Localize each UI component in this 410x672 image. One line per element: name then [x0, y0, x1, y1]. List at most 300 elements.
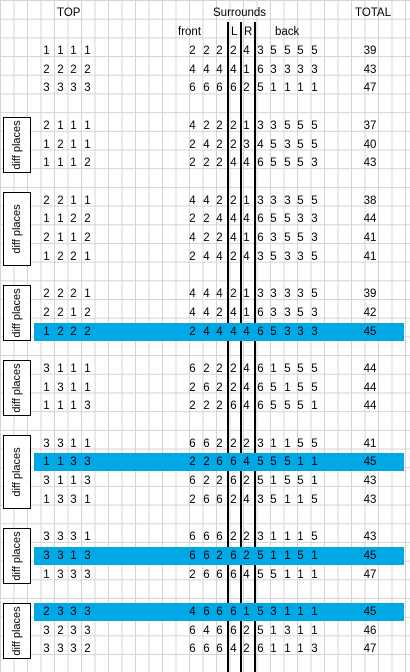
surround-cell[interactable]: 1 [270, 549, 277, 562]
surround-cell[interactable]: 2 [216, 157, 223, 170]
surround-cell[interactable]: 3 [270, 288, 277, 301]
surround-cell[interactable]: 1 [311, 456, 318, 469]
surround-cell[interactable]: 6 [189, 549, 196, 562]
surround-cell[interactable]: 3 [284, 250, 291, 263]
surround-cell[interactable]: 6 [257, 232, 264, 244]
surround-cell[interactable]: 5 [311, 250, 318, 263]
top-cell[interactable]: 3 [57, 606, 64, 618]
top-cell[interactable]: 3 [84, 82, 91, 95]
total-cell[interactable]: 43 [363, 63, 377, 76]
surround-cell[interactable]: 3 [297, 250, 304, 263]
top-cell[interactable]: 2 [84, 325, 91, 338]
surround-cell[interactable]: 5 [284, 362, 291, 375]
surround-cell[interactable]: 1 [270, 643, 277, 656]
surround-cell[interactable]: 6 [257, 325, 264, 338]
top-cell[interactable]: 1 [43, 45, 50, 57]
top-cell[interactable]: 2 [43, 232, 50, 244]
surround-cell[interactable]: 6 [189, 82, 196, 95]
surround-cell[interactable]: 5 [270, 493, 277, 506]
surround-cell[interactable]: 3 [270, 63, 277, 76]
surround-cell[interactable]: 1 [297, 82, 304, 95]
surround-cell[interactable]: 4 [243, 493, 250, 506]
surround-cell[interactable]: 5 [284, 213, 291, 226]
surround-cell[interactable]: 6 [216, 624, 223, 637]
top-cell[interactable]: 2 [70, 288, 77, 301]
surround-cell[interactable]: 5 [284, 232, 291, 244]
surround-cell[interactable]: 6 [257, 362, 264, 375]
top-cell[interactable]: 1 [84, 45, 91, 57]
top-cell[interactable]: 2 [57, 306, 64, 319]
surround-cell[interactable]: 2 [216, 232, 223, 244]
surround-cell[interactable]: 5 [297, 157, 304, 170]
top-cell[interactable]: 1 [43, 400, 50, 413]
surround-cell[interactable]: 6 [189, 643, 196, 656]
top-cell[interactable]: 2 [57, 194, 64, 207]
top-cell[interactable]: 3 [43, 475, 50, 488]
top-cell[interactable]: 3 [70, 82, 77, 95]
surround-cell[interactable]: 2 [189, 381, 196, 394]
surround-cell[interactable]: 4 [243, 250, 250, 263]
total-cell[interactable]: 46 [363, 624, 377, 637]
surround-cell[interactable]: 5 [284, 157, 291, 170]
top-cell[interactable]: 3 [43, 549, 50, 562]
surround-cell[interactable]: 2 [216, 549, 223, 562]
surround-cell[interactable]: 2 [243, 475, 250, 488]
surround-cell[interactable]: 1 [243, 232, 250, 244]
top-cell[interactable]: 3 [57, 568, 64, 581]
top-cell[interactable]: 1 [57, 157, 64, 170]
surround-cell[interactable]: 3 [257, 531, 264, 544]
top-cell[interactable]: 1 [84, 288, 91, 301]
surround-cell[interactable]: 2 [189, 213, 196, 226]
total-cell[interactable]: 47 [363, 643, 377, 656]
surround-cell[interactable]: 1 [284, 493, 291, 506]
surround-cell[interactable]: 3 [311, 232, 318, 244]
surround-cell[interactable]: 4 [203, 250, 210, 263]
total-cell[interactable]: 41 [363, 250, 377, 263]
total-cell[interactable]: 43 [363, 475, 377, 488]
surround-cell[interactable]: 1 [311, 82, 318, 95]
top-cell[interactable]: 2 [57, 138, 64, 151]
total-cell[interactable]: 43 [363, 531, 377, 544]
top-cell[interactable]: 3 [43, 362, 50, 375]
surround-cell[interactable]: 4 [243, 568, 250, 581]
surround-cell[interactable]: 5 [297, 400, 304, 413]
surround-cell[interactable]: 2 [216, 306, 223, 319]
surround-cell[interactable]: 4 [189, 119, 196, 132]
top-cell[interactable]: 3 [84, 549, 91, 562]
total-cell[interactable]: 45 [363, 549, 377, 562]
surround-cell[interactable]: 5 [297, 306, 304, 319]
surround-cell[interactable]: 5 [311, 194, 318, 207]
top-cell[interactable]: 2 [70, 325, 77, 338]
surround-cell[interactable]: 5 [297, 194, 304, 207]
surround-cell[interactable]: 4 [230, 63, 237, 76]
surround-cell[interactable]: 2 [203, 232, 210, 244]
surround-cell[interactable]: 3 [257, 437, 264, 450]
surround-cell[interactable]: 5 [311, 437, 318, 450]
top-cell[interactable]: 1 [70, 45, 77, 57]
surround-cell[interactable]: 5 [297, 232, 304, 244]
surround-cell[interactable]: 2 [203, 119, 210, 132]
surround-cell[interactable]: 3 [257, 250, 264, 263]
surround-cell[interactable]: 4 [189, 194, 196, 207]
surround-cell[interactable]: 4 [230, 157, 237, 170]
surround-cell[interactable]: 5 [270, 325, 277, 338]
surround-cell[interactable]: 2 [216, 475, 223, 488]
surround-cell[interactable]: 6 [203, 381, 210, 394]
top-cell[interactable]: 2 [43, 194, 50, 207]
surround-cell[interactable]: 4 [230, 325, 237, 338]
surround-cell[interactable]: 2 [230, 250, 237, 263]
surround-cell[interactable]: 5 [257, 606, 264, 618]
surround-cell[interactable]: 4 [203, 63, 210, 76]
surround-cell[interactable]: 4 [216, 63, 223, 76]
top-cell[interactable]: 1 [57, 456, 64, 469]
top-cell[interactable]: 3 [70, 456, 77, 469]
surround-cell[interactable]: 6 [203, 568, 210, 581]
surround-cell[interactable]: 1 [297, 624, 304, 637]
surround-cell[interactable]: 1 [284, 531, 291, 544]
surround-cell[interactable]: 5 [297, 437, 304, 450]
surround-cell[interactable]: 6 [257, 157, 264, 170]
top-cell[interactable]: 3 [70, 568, 77, 581]
surround-cell[interactable]: 5 [311, 119, 318, 132]
surround-cell[interactable]: 6 [257, 213, 264, 226]
surround-cell[interactable]: 1 [311, 568, 318, 581]
surround-cell[interactable]: 6 [189, 437, 196, 450]
total-cell[interactable]: 42 [363, 306, 377, 319]
surround-cell[interactable]: 1 [284, 643, 291, 656]
surround-cell[interactable]: 5 [297, 138, 304, 151]
surround-cell[interactable]: 1 [297, 643, 304, 656]
surround-cell[interactable]: 3 [257, 45, 264, 57]
surround-cell[interactable]: 1 [311, 606, 318, 618]
surround-cell[interactable]: 4 [230, 306, 237, 319]
top-cell[interactable]: 2 [43, 119, 50, 132]
top-cell[interactable]: 1 [43, 493, 50, 506]
top-cell[interactable]: 3 [70, 643, 77, 656]
top-cell[interactable]: 1 [70, 437, 77, 450]
top-cell[interactable]: 1 [70, 549, 77, 562]
surround-cell[interactable]: 2 [243, 624, 250, 637]
surround-cell[interactable]: 3 [311, 63, 318, 76]
top-cell[interactable]: 1 [57, 213, 64, 226]
surround-cell[interactable]: 6 [203, 531, 210, 544]
surround-cell[interactable]: 1 [270, 82, 277, 95]
surround-cell[interactable]: 5 [257, 456, 264, 469]
surround-cell[interactable]: 1 [243, 606, 250, 618]
surround-cell[interactable]: 6 [189, 531, 196, 544]
top-cell[interactable]: 3 [84, 624, 91, 637]
surround-cell[interactable]: 4 [189, 606, 196, 618]
top-cell[interactable]: 3 [57, 381, 64, 394]
surround-cell[interactable]: 2 [216, 362, 223, 375]
surround-cell[interactable]: 4 [189, 63, 196, 76]
surround-cell[interactable]: 6 [230, 456, 237, 469]
total-cell[interactable]: 43 [363, 157, 377, 170]
surround-cell[interactable]: 5 [311, 381, 318, 394]
surround-cell[interactable]: 2 [230, 288, 237, 301]
surround-cell[interactable]: 1 [270, 437, 277, 450]
surround-cell[interactable]: 4 [243, 213, 250, 226]
surround-cell[interactable]: 2 [230, 381, 237, 394]
surround-cell[interactable]: 1 [311, 549, 318, 562]
surround-cell[interactable]: 3 [297, 63, 304, 76]
surround-cell[interactable]: 1 [243, 194, 250, 207]
top-cell[interactable]: 2 [70, 63, 77, 76]
surround-cell[interactable]: 5 [297, 381, 304, 394]
top-cell[interactable]: 1 [84, 250, 91, 263]
surround-cell[interactable]: 4 [203, 306, 210, 319]
top-cell[interactable]: 2 [57, 63, 64, 76]
surround-cell[interactable]: 3 [311, 213, 318, 226]
surround-cell[interactable]: 6 [230, 568, 237, 581]
surround-cell[interactable]: 5 [311, 288, 318, 301]
surround-cell[interactable]: 4 [230, 643, 237, 656]
surround-cell[interactable]: 1 [284, 381, 291, 394]
surround-cell[interactable]: 1 [243, 63, 250, 76]
total-cell[interactable]: 44 [363, 362, 377, 375]
surround-cell[interactable]: 3 [270, 119, 277, 132]
surround-cell[interactable]: 5 [284, 119, 291, 132]
surround-cell[interactable]: 5 [297, 119, 304, 132]
surround-cell[interactable]: 4 [243, 381, 250, 394]
surround-cell[interactable]: 1 [284, 568, 291, 581]
top-cell[interactable]: 1 [70, 138, 77, 151]
top-cell[interactable]: 2 [84, 643, 91, 656]
surround-cell[interactable]: 3 [284, 63, 291, 76]
top-cell[interactable]: 3 [43, 82, 50, 95]
surround-cell[interactable]: 5 [270, 45, 277, 57]
surround-cell[interactable]: 2 [189, 568, 196, 581]
surround-cell[interactable]: 3 [284, 138, 291, 151]
top-cell[interactable]: 1 [70, 475, 77, 488]
surround-cell[interactable]: 2 [203, 213, 210, 226]
surround-cell[interactable]: 1 [297, 606, 304, 618]
surround-cell[interactable]: 6 [257, 400, 264, 413]
top-cell[interactable]: 1 [43, 213, 50, 226]
top-cell[interactable]: 2 [70, 250, 77, 263]
top-cell[interactable]: 2 [57, 624, 64, 637]
top-cell[interactable]: 1 [84, 437, 91, 450]
surround-cell[interactable]: 4 [203, 138, 210, 151]
surround-cell[interactable]: 1 [243, 119, 250, 132]
top-cell[interactable]: 2 [57, 325, 64, 338]
surround-cell[interactable]: 6 [257, 381, 264, 394]
surround-cell[interactable]: 2 [216, 437, 223, 450]
top-cell[interactable]: 3 [84, 456, 91, 469]
surround-cell[interactable]: 3 [257, 288, 264, 301]
surround-cell[interactable]: 5 [257, 549, 264, 562]
total-cell[interactable]: 39 [363, 288, 377, 301]
top-cell[interactable]: 3 [70, 624, 77, 637]
surround-cell[interactable]: 1 [297, 568, 304, 581]
total-cell[interactable]: 44 [363, 213, 377, 226]
top-cell[interactable]: 2 [43, 606, 50, 618]
surround-cell[interactable]: 3 [297, 325, 304, 338]
top-cell[interactable]: 3 [84, 475, 91, 488]
surround-cell[interactable]: 2 [216, 194, 223, 207]
surround-cell[interactable]: 4 [189, 232, 196, 244]
total-cell[interactable]: 47 [363, 82, 377, 95]
surround-cell[interactable]: 2 [243, 643, 250, 656]
top-cell[interactable]: 2 [84, 232, 91, 244]
surround-cell[interactable]: 5 [270, 138, 277, 151]
surround-cell[interactable]: 1 [297, 493, 304, 506]
top-cell[interactable]: 1 [57, 400, 64, 413]
surround-cell[interactable]: 2 [189, 138, 196, 151]
surround-cell[interactable]: 5 [297, 475, 304, 488]
surround-cell[interactable]: 6 [203, 437, 210, 450]
surround-cell[interactable]: 5 [297, 45, 304, 57]
top-cell[interactable]: 1 [43, 157, 50, 170]
total-cell[interactable]: 43 [363, 493, 377, 506]
surround-cell[interactable]: 6 [257, 306, 264, 319]
surround-cell[interactable]: 2 [230, 362, 237, 375]
top-cell[interactable]: 1 [70, 157, 77, 170]
surround-cell[interactable]: 1 [243, 306, 250, 319]
surround-cell[interactable]: 3 [257, 493, 264, 506]
surround-cell[interactable]: 6 [257, 63, 264, 76]
total-cell[interactable]: 41 [363, 437, 377, 450]
top-cell[interactable]: 1 [43, 325, 50, 338]
surround-cell[interactable]: 6 [203, 606, 210, 618]
top-cell[interactable]: 3 [70, 493, 77, 506]
surround-cell[interactable]: 6 [216, 568, 223, 581]
surround-cell[interactable]: 5 [270, 381, 277, 394]
top-cell[interactable]: 1 [43, 138, 50, 151]
top-cell[interactable]: 1 [57, 232, 64, 244]
surround-cell[interactable]: 1 [284, 549, 291, 562]
surround-cell[interactable]: 2 [243, 82, 250, 95]
surround-cell[interactable]: 2 [230, 194, 237, 207]
top-cell[interactable]: 2 [84, 213, 91, 226]
top-cell[interactable]: 3 [57, 82, 64, 95]
top-cell[interactable]: 1 [43, 456, 50, 469]
top-cell[interactable]: 3 [84, 400, 91, 413]
surround-cell[interactable]: 3 [257, 194, 264, 207]
surround-cell[interactable]: 4 [216, 213, 223, 226]
top-cell[interactable]: 1 [84, 194, 91, 207]
surround-cell[interactable]: 2 [203, 45, 210, 57]
top-cell[interactable]: 2 [43, 288, 50, 301]
surround-cell[interactable]: 3 [270, 606, 277, 618]
surround-cell[interactable]: 5 [297, 549, 304, 562]
surround-cell[interactable]: 2 [203, 456, 210, 469]
surround-cell[interactable]: 3 [311, 643, 318, 656]
surround-cell[interactable]: 1 [284, 437, 291, 450]
surround-cell[interactable]: 2 [216, 381, 223, 394]
surround-cell[interactable]: 1 [270, 362, 277, 375]
surround-cell[interactable]: 4 [189, 306, 196, 319]
surround-cell[interactable]: 5 [270, 213, 277, 226]
surround-cell[interactable]: 3 [311, 325, 318, 338]
top-cell[interactable]: 2 [57, 288, 64, 301]
surround-cell[interactable]: 1 [243, 288, 250, 301]
surround-cell[interactable]: 6 [257, 643, 264, 656]
surround-cell[interactable]: 3 [270, 232, 277, 244]
top-cell[interactable]: 1 [70, 119, 77, 132]
top-cell[interactable]: 1 [57, 475, 64, 488]
top-cell[interactable]: 1 [84, 119, 91, 132]
top-cell[interactable]: 1 [70, 306, 77, 319]
top-cell[interactable]: 3 [43, 531, 50, 544]
top-cell[interactable]: 1 [84, 493, 91, 506]
top-cell[interactable]: 3 [43, 437, 50, 450]
surround-cell[interactable]: 1 [297, 456, 304, 469]
top-cell[interactable]: 3 [43, 624, 50, 637]
surround-cell[interactable]: 6 [230, 82, 237, 95]
top-cell[interactable]: 3 [57, 531, 64, 544]
top-cell[interactable]: 1 [43, 568, 50, 581]
surround-cell[interactable]: 2 [189, 325, 196, 338]
total-cell[interactable]: 40 [363, 138, 377, 151]
surround-cell[interactable]: 5 [270, 250, 277, 263]
surround-cell[interactable]: 5 [311, 45, 318, 57]
surround-cell[interactable]: 5 [311, 138, 318, 151]
top-cell[interactable]: 2 [43, 306, 50, 319]
surround-cell[interactable]: 2 [189, 456, 196, 469]
surround-cell[interactable]: 6 [203, 82, 210, 95]
total-cell[interactable]: 45 [363, 456, 377, 469]
surround-cell[interactable]: 1 [284, 606, 291, 618]
top-cell[interactable]: 1 [70, 194, 77, 207]
top-cell[interactable]: 3 [57, 493, 64, 506]
top-cell[interactable]: 3 [57, 643, 64, 656]
surround-cell[interactable]: 2 [203, 157, 210, 170]
top-cell[interactable]: 1 [43, 381, 50, 394]
surround-cell[interactable]: 4 [230, 232, 237, 244]
surround-cell[interactable]: 6 [216, 493, 223, 506]
top-cell[interactable]: 2 [84, 157, 91, 170]
surround-cell[interactable]: 5 [257, 82, 264, 95]
top-cell[interactable]: 1 [84, 138, 91, 151]
surround-cell[interactable]: 3 [284, 194, 291, 207]
top-cell[interactable]: 2 [84, 63, 91, 76]
top-cell[interactable]: 2 [84, 306, 91, 319]
surround-cell[interactable]: 1 [311, 624, 318, 637]
surround-cell[interactable]: 6 [230, 549, 237, 562]
surround-cell[interactable]: 5 [284, 475, 291, 488]
total-cell[interactable]: 39 [363, 45, 377, 57]
surround-cell[interactable]: 3 [284, 306, 291, 319]
top-cell[interactable]: 3 [84, 568, 91, 581]
surround-cell[interactable]: 4 [243, 45, 250, 57]
surround-cell[interactable]: 3 [270, 306, 277, 319]
surround-cell[interactable]: 2 [230, 437, 237, 450]
surround-cell[interactable]: 3 [311, 306, 318, 319]
surround-cell[interactable]: 2 [230, 531, 237, 544]
top-cell[interactable]: 1 [84, 381, 91, 394]
top-cell[interactable]: 3 [84, 606, 91, 618]
surround-cell[interactable]: 6 [216, 606, 223, 618]
surround-cell[interactable]: 2 [203, 400, 210, 413]
surround-cell[interactable]: 1 [270, 531, 277, 544]
total-cell[interactable]: 44 [363, 381, 377, 394]
surround-cell[interactable]: 2 [203, 475, 210, 488]
top-cell[interactable]: 1 [57, 119, 64, 132]
surround-cell[interactable]: 2 [243, 549, 250, 562]
surround-cell[interactable]: 1 [311, 475, 318, 488]
surround-cell[interactable]: 6 [216, 456, 223, 469]
surround-cell[interactable]: 2 [203, 362, 210, 375]
surround-cell[interactable]: 3 [284, 624, 291, 637]
top-cell[interactable]: 2 [57, 250, 64, 263]
surround-cell[interactable]: 2 [189, 400, 196, 413]
total-cell[interactable]: 44 [363, 400, 377, 413]
surround-cell[interactable]: 5 [257, 568, 264, 581]
